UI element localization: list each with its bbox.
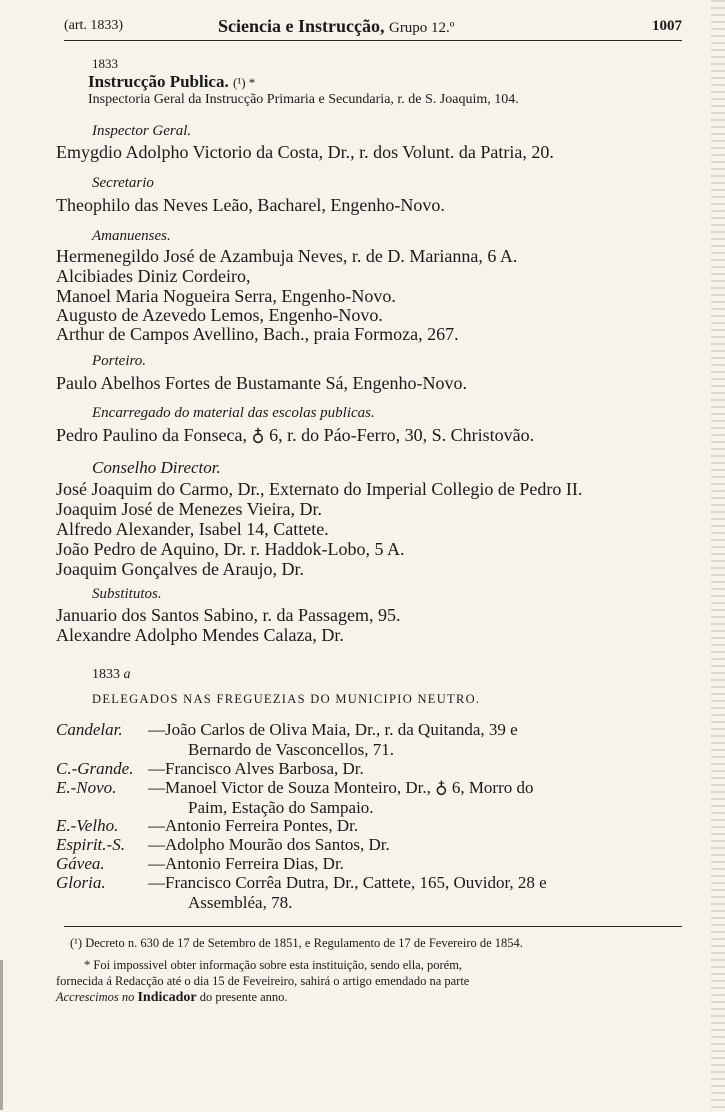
header-group: Grupo 12.º (388, 20, 455, 36)
parish-name: Gávea. (56, 854, 105, 873)
delegate-text: —Adolpho Mourão dos Santos, Dr. (148, 835, 390, 854)
delegate-text: —Antonio Ferreira Dias, Dr. (148, 854, 344, 873)
person-entry: Manoel Maria Nogueira Serra, Engenho-Novo. (56, 286, 396, 306)
section-number-value: 1833 (92, 667, 120, 682)
parish-name: E.-Novo. (56, 778, 117, 797)
delegate-text: —Francisco Corrêa Dutra, Dr., Cattete, 165, Ouvidor, 28 e (148, 873, 547, 892)
person-entry: Januario dos Santos Sabino, r. da Passagem, 95. (56, 605, 401, 625)
delegate-text: —João Carlos de Oliva Maia, Dr., r. da Quitanda, 39 e (148, 720, 518, 739)
header-rule (64, 40, 682, 41)
footnote-line (56, 990, 288, 1006)
parish-name: Espirit.-S. (56, 835, 125, 854)
delegate-continuation: Assembléa, 78. (188, 893, 293, 912)
delegate-text: —Antonio Ferreira Pontes, Dr. (148, 816, 359, 835)
page-header (64, 16, 682, 38)
delegate-text: —Manoel Victor de Souza Monteiro, Dr., ♁ 6, Morro do (148, 778, 534, 797)
header-title (218, 16, 454, 37)
footnote-line: fornecida á Redacção até o dia 15 de Feveireiro, sahirá o artigo emendado na parte (56, 974, 470, 988)
footnote-accrescimos: Accrescimos no (56, 990, 135, 1004)
person-entry: Alexandre Adolpho Mendes Calaza, Dr. (56, 625, 344, 645)
role-clerks: Amanuenses. (92, 228, 171, 244)
delegate-continuation: Bernardo de Vasconcellos, 71. (188, 740, 394, 759)
person-entry: Arthur de Campos Avellino, Bach., praia Formoza, 267. (56, 324, 459, 344)
parish-name: C.-Grande. (56, 759, 134, 778)
person-entry: José Joaquim do Carmo, Dr., Externato do Imperial Collegio de Pedro II. (56, 479, 583, 499)
section-number: 1833 (92, 56, 118, 71)
scan-edge-artifact (711, 0, 725, 1112)
footnote-rule (64, 926, 682, 927)
person-entry: Hermenegildo José de Azambuja Neves, r. de D. Marianna, 6 A. (56, 246, 518, 266)
section-subtitle: Inspectoria Geral da Instrucção Primaria e Secundaria, r. de S. Joaquim, 104. (88, 92, 519, 107)
person-entry: Paulo Abelhos Fortes de Bustamante Sá, Engenho-Novo. (56, 373, 467, 393)
section-number (92, 667, 131, 683)
role-substitutes: Substitutos. (92, 586, 162, 602)
section-title: Instrucção Publica. (88, 72, 229, 91)
role-secretary: Secretario (92, 175, 154, 191)
section-number-suffix: a (123, 667, 131, 682)
person-entry: Joaquim José de Menezes Vieira, Dr. (56, 499, 323, 519)
person-entry: Joaquim Gonçalves de Araujo, Dr. (56, 559, 304, 579)
footnote-decree: (¹) Decreto n. 630 de 17 de Setembro de 1851, e Regulamento de 17 de Fevereiro de 1854. (70, 936, 523, 950)
delegate-text: —Francisco Alves Barbosa, Dr. (148, 759, 364, 778)
section-title: DELEGADOS NAS FREGUEZIAS DO MUNICIPIO NEUTRO. (92, 692, 481, 706)
role-council: Conselho Director. (92, 458, 221, 477)
footnote-tail: do presente anno. (199, 990, 288, 1004)
section-title-line (88, 72, 255, 92)
footnote-indicador: Indicador (137, 990, 197, 1005)
parish-name: Candelar. (56, 720, 123, 739)
person-entry: Augusto de Azevedo Lemos, Engenho-Novo. (56, 305, 383, 325)
scan-edge-artifact (0, 960, 3, 1110)
header-title-text: Sciencia e Instrucção, (218, 16, 385, 36)
person-entry: João Pedro de Aquino, Dr. r. Haddok-Lobo, 5 A. (56, 539, 405, 559)
role-porter: Porteiro. (92, 353, 147, 369)
delegate-continuation: Paim, Estação do Sampaio. (188, 798, 374, 817)
role-inspector: Inspector Geral. (92, 123, 192, 139)
parish-name: Gloria. (56, 873, 106, 892)
page-number: 1007 (652, 18, 682, 34)
person-entry: Alcibiades Diniz Cordeiro, (56, 266, 251, 286)
role-materials: Encarregado do material das escolas publicas. (92, 405, 375, 421)
footnote-line: * Foi impossivel obter informação sobre esta instituição, sendo ella, porém, (84, 958, 463, 972)
section-note-mark: (¹) * (232, 75, 256, 90)
person-entry: Emygdio Adolpho Victorio da Costa, Dr., r. dos Volunt. da Patria, 20. (56, 142, 554, 162)
header-article-range: (art. 1833) (64, 18, 124, 33)
person-entry: Pedro Paulino da Fonseca, ♁ 6, r. do Páo-Ferro, 30, S. Christovão. (56, 425, 535, 445)
parish-name: E.-Velho. (56, 816, 119, 835)
person-entry: Theophilo das Neves Leão, Bacharel, Engenho-Novo. (56, 195, 445, 215)
person-entry: Alfredo Alexander, Isabel 14, Cattete. (56, 519, 329, 539)
